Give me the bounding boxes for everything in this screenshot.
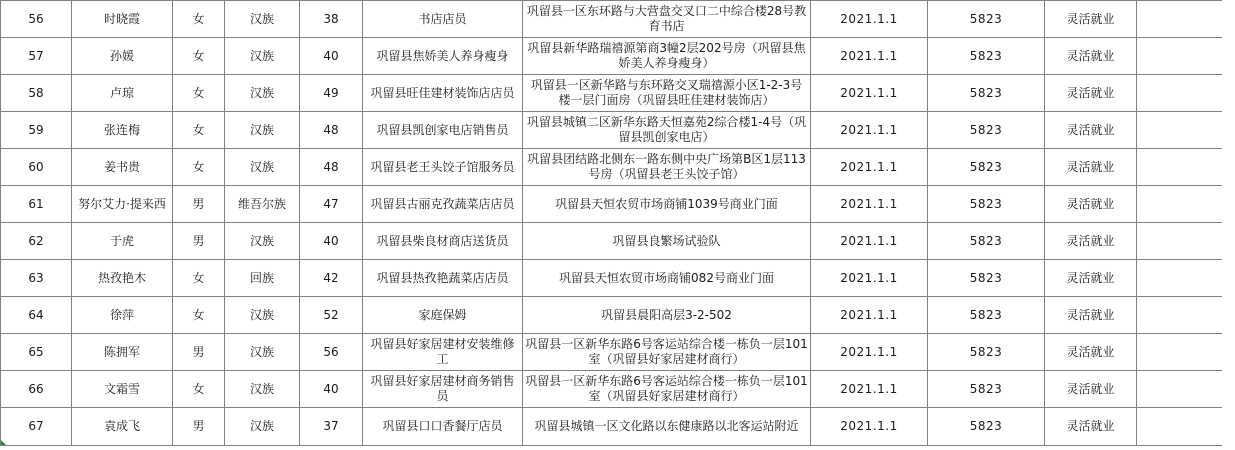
sheet-right-edge [1222, 0, 1235, 450]
cell-date[interactable]: 2021.1.1 [811, 223, 928, 260]
cell-age[interactable]: 38 [300, 1, 363, 38]
cell-age[interactable]: 40 [300, 38, 363, 75]
cell-sex[interactable]: 女 [173, 371, 225, 408]
cell-amount[interactable]: 5823 [928, 260, 1045, 297]
cell-name[interactable]: 文霜雪 [72, 371, 173, 408]
cell-ethnicity[interactable]: 汉族 [225, 75, 300, 112]
cell-type[interactable]: 灵活就业 [1045, 260, 1137, 297]
cell-age[interactable]: 49 [300, 75, 363, 112]
cell-amount[interactable]: 5823 [928, 186, 1045, 223]
cell-amount[interactable]: 5823 [928, 75, 1045, 112]
cell-type[interactable]: 灵活就业 [1045, 75, 1137, 112]
table-row[interactable] [1, 75, 1223, 112]
cell-job[interactable]: 书店店员 [363, 1, 523, 38]
cell-type[interactable]: 灵活就业 [1045, 297, 1137, 334]
cell-ethnicity[interactable]: 汉族 [225, 1, 300, 38]
cell-ethnicity[interactable]: 汉族 [225, 408, 300, 446]
cell-name[interactable]: 陈拥军 [72, 334, 173, 371]
cell-empty[interactable] [1137, 75, 1223, 112]
cell-ethnicity[interactable]: 汉族 [225, 371, 300, 408]
cell-empty[interactable] [1137, 112, 1223, 149]
cell-address[interactable]: 巩留县新华路瑞禧源第商3幢2层202号房（巩留县焦娇美人养身瘦身） [523, 38, 811, 75]
cell-comment-marker [1, 440, 6, 445]
cell-name[interactable]: 热孜艳木 [72, 260, 173, 297]
cell-name[interactable]: 于虎 [72, 223, 173, 260]
cell-job[interactable]: 巩留县旺佳建材装饰店店员 [363, 75, 523, 112]
cell-type[interactable]: 灵活就业 [1045, 371, 1137, 408]
cell-job[interactable]: 巩留县好家居建材安装维修工 [363, 334, 523, 371]
cell-number[interactable]: 60 [1, 149, 72, 186]
cell-name[interactable]: 徐萍 [72, 297, 173, 334]
cell-number[interactable]: 62 [1, 223, 72, 260]
cell-empty[interactable] [1137, 149, 1223, 186]
cell-age[interactable]: 47 [300, 186, 363, 223]
table-row[interactable] [1, 38, 1223, 75]
cell-name[interactable]: 袁成飞 [72, 408, 173, 446]
table-row[interactable] [1, 112, 1223, 149]
cell-sex[interactable]: 男 [173, 408, 225, 446]
cell-address[interactable]: 巩留县城镇一区文化路以东健康路以北客运站附近 [523, 408, 811, 446]
cell-date[interactable]: 2021.1.1 [811, 1, 928, 38]
cell-job[interactable]: 巩留县热孜艳蔬菜店店员 [363, 260, 523, 297]
cell-amount[interactable]: 5823 [928, 1, 1045, 38]
cell-date[interactable]: 2021.1.1 [811, 186, 928, 223]
cell-address[interactable]: 巩留县一区东环路与大营盘交叉口二中综合楼28号教育书店 [523, 1, 811, 38]
cell-empty[interactable] [1137, 223, 1223, 260]
cell-age[interactable]: 48 [300, 112, 363, 149]
cell-age[interactable]: 40 [300, 223, 363, 260]
table-row[interactable] [1, 149, 1223, 186]
cell-sex[interactable]: 女 [173, 149, 225, 186]
cell-number[interactable]: 64 [1, 297, 72, 334]
cell-number[interactable]: 57 [1, 38, 72, 75]
cell-number[interactable]: 59 [1, 112, 72, 149]
cell-name[interactable]: 姜书贵 [72, 149, 173, 186]
cell-date[interactable]: 2021.1.1 [811, 149, 928, 186]
cell-sex[interactable]: 男 [173, 334, 225, 371]
cell-address[interactable]: 巩留县良繁场试验队 [523, 223, 811, 260]
cell-name[interactable]: 卢琼 [72, 75, 173, 112]
cell-job[interactable]: 家庭保姆 [363, 297, 523, 334]
cell-date[interactable]: 2021.1.1 [811, 297, 928, 334]
cell-sex[interactable]: 女 [173, 1, 225, 38]
cell-number[interactable]: 56 [1, 1, 72, 38]
cell-sex[interactable]: 女 [173, 75, 225, 112]
cell-address[interactable]: 巩留县团结路北侧东一路东侧中央广场第B区1层113号房（巩留县老王头饺子馆） [523, 149, 811, 186]
cell-address[interactable]: 巩留县天恒农贸市场商铺1039号商业门面 [523, 186, 811, 223]
cell-amount[interactable]: 5823 [928, 112, 1045, 149]
cell-name[interactable]: 努尔艾力·提来西 [72, 186, 173, 223]
cell-age[interactable]: 48 [300, 149, 363, 186]
cell-address[interactable]: 巩留县一区新华东路6号客运站综合楼一栋负一层101室（巩留县好家居建材商行） [523, 371, 811, 408]
cell-job[interactable]: 巩留县凯创家电店销售员 [363, 112, 523, 149]
table-row[interactable] [1, 408, 1223, 446]
cell-sex[interactable]: 男 [173, 223, 225, 260]
cell-amount[interactable]: 5823 [928, 371, 1045, 408]
cell-empty[interactable] [1137, 186, 1223, 223]
cell-name[interactable]: 孙媛 [72, 38, 173, 75]
cell-job[interactable]: 巩留县古丽克孜蔬菜店店员 [363, 186, 523, 223]
cell-empty[interactable] [1137, 1, 1223, 38]
cell-amount[interactable]: 5823 [928, 334, 1045, 371]
cell-address[interactable]: 巩留县城镇二区新华东路天恒嘉苑2综合楼1-4号（巩留县凯创家电店） [523, 112, 811, 149]
cell-empty[interactable] [1137, 408, 1223, 446]
cell-date[interactable]: 2021.1.1 [811, 408, 928, 446]
cell-number[interactable]: 67 [1, 408, 72, 446]
cell-empty[interactable] [1137, 334, 1223, 371]
cell-amount[interactable]: 5823 [928, 408, 1045, 446]
table-row[interactable] [1, 1, 1223, 38]
cell-number[interactable]: 65 [1, 334, 72, 371]
cell-ethnicity[interactable]: 汉族 [225, 112, 300, 149]
cell-sex[interactable]: 女 [173, 38, 225, 75]
cell-date[interactable]: 2021.1.1 [811, 260, 928, 297]
cell-ethnicity[interactable]: 回族 [225, 260, 300, 297]
cell-type[interactable]: 灵活就业 [1045, 38, 1137, 75]
cell-address[interactable]: 巩留县一区新华路与东环路交叉瑞禧源小区1-2-3号楼一层门面房（巩留县旺佳建材装饰店） [523, 75, 811, 112]
table-row[interactable] [1, 297, 1223, 334]
table-row[interactable] [1, 186, 1223, 223]
cell-empty[interactable] [1137, 371, 1223, 408]
cell-ethnicity[interactable]: 汉族 [225, 223, 300, 260]
cell-date[interactable]: 2021.1.1 [811, 334, 928, 371]
table-row[interactable] [1, 371, 1223, 408]
cell-type[interactable]: 灵活就业 [1045, 149, 1137, 186]
cell-ethnicity[interactable]: 汉族 [225, 297, 300, 334]
cell-date[interactable]: 2021.1.1 [811, 371, 928, 408]
cell-amount[interactable]: 5823 [928, 38, 1045, 75]
cell-age[interactable]: 52 [300, 297, 363, 334]
cell-ethnicity[interactable]: 维吾尔族 [225, 186, 300, 223]
cell-age[interactable]: 37 [300, 408, 363, 446]
cell-name[interactable]: 张连梅 [72, 112, 173, 149]
cell-job[interactable]: 巩留县老王头饺子馆服务员 [363, 149, 523, 186]
cell-job[interactable]: 巩留县焦娇美人养身瘦身 [363, 38, 523, 75]
cell-ethnicity[interactable]: 汉族 [225, 38, 300, 75]
cell-sex[interactable]: 女 [173, 297, 225, 334]
cell-empty[interactable] [1137, 297, 1223, 334]
cell-type[interactable]: 灵活就业 [1045, 1, 1137, 38]
cell-date[interactable]: 2021.1.1 [811, 38, 928, 75]
table-row[interactable] [1, 334, 1223, 371]
cell-amount[interactable]: 5823 [928, 149, 1045, 186]
table-row[interactable] [1, 223, 1223, 260]
cell-type[interactable]: 灵活就业 [1045, 334, 1137, 371]
cell-ethnicity[interactable]: 汉族 [225, 334, 300, 371]
cell-address[interactable]: 巩留县天恒农贸市场商铺082号商业门面 [523, 260, 811, 297]
cell-type[interactable]: 灵活就业 [1045, 408, 1137, 446]
cell-job[interactable]: 巩留县好家居建材商务销售员 [363, 371, 523, 408]
cell-number[interactable]: 66 [1, 371, 72, 408]
cell-date[interactable]: 2021.1.1 [811, 112, 928, 149]
cell-amount[interactable]: 5823 [928, 297, 1045, 334]
cell-address[interactable]: 巩留县晨阳高层3-2-502 [523, 297, 811, 334]
cell-name[interactable]: 时晓霞 [72, 1, 173, 38]
cell-age[interactable]: 56 [300, 334, 363, 371]
cell-empty[interactable] [1137, 38, 1223, 75]
cell-sex[interactable]: 女 [173, 112, 225, 149]
cell-empty[interactable] [1137, 260, 1223, 297]
cell-age[interactable]: 40 [300, 371, 363, 408]
cell-ethnicity[interactable]: 汉族 [225, 149, 300, 186]
cell-number[interactable]: 58 [1, 75, 72, 112]
table-row[interactable] [1, 260, 1223, 297]
cell-number[interactable]: 61 [1, 186, 72, 223]
cell-amount[interactable]: 5823 [928, 223, 1045, 260]
cell-type[interactable]: 灵活就业 [1045, 223, 1137, 260]
cell-age[interactable]: 42 [300, 260, 363, 297]
cell-job[interactable]: 巩留县柴良材商店送货员 [363, 223, 523, 260]
cell-address[interactable]: 巩留县一区新华东路6号客运站综合楼一栋负一层101室（巩留县好家居建材商行） [523, 334, 811, 371]
cell-date[interactable]: 2021.1.1 [811, 75, 928, 112]
cell-job[interactable]: 巩留县口口香餐厅店员 [363, 408, 523, 446]
cell-sex[interactable]: 男 [173, 186, 225, 223]
cell-sex[interactable]: 女 [173, 260, 225, 297]
cell-type[interactable]: 灵活就业 [1045, 112, 1137, 149]
cell-number[interactable]: 63 [1, 260, 72, 297]
cell-type[interactable]: 灵活就业 [1045, 186, 1137, 223]
